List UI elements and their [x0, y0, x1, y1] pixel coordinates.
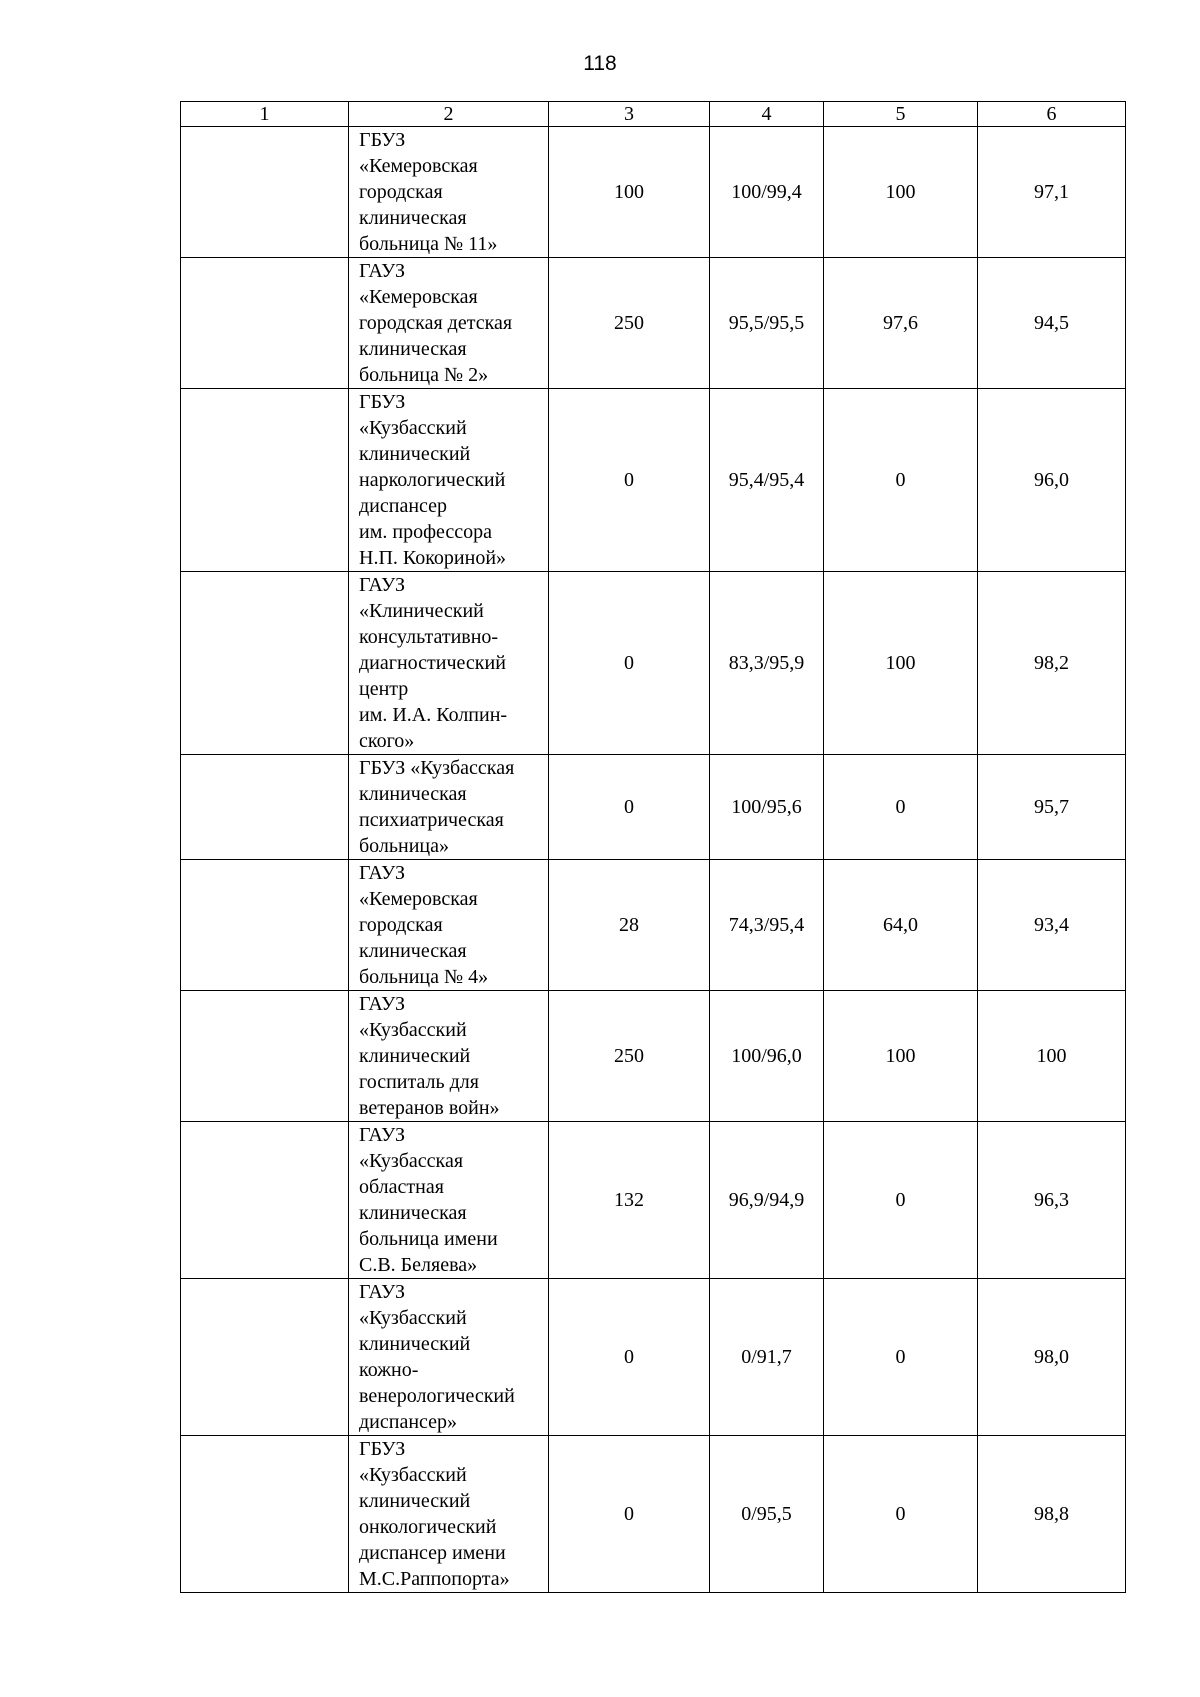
cell-col-5: 0 — [824, 389, 978, 572]
header-col-5: 5 — [824, 102, 978, 127]
table-row — [181, 755, 1126, 860]
cell-institution: ГАУЗ «Клинический консультативно- диагностический центр им. И.А. Колпин- ского» — [349, 572, 549, 755]
cell-col-5: 0 — [824, 1279, 978, 1436]
table-row — [181, 258, 1126, 389]
cell-institution: ГБУЗ «Кузбасский клинический онкологический диспансер имени М.С.Раппопорта» — [349, 1436, 549, 1593]
cell-col-5: 0 — [824, 755, 978, 860]
cell-col-1 — [181, 860, 349, 991]
cell-col-4: 96,9/94,9 — [710, 1122, 824, 1279]
cell-institution: ГАУЗ «Кемеровская городская детская клиническая больница № 2» — [349, 258, 549, 389]
cell-col-4: 95,4/95,4 — [710, 389, 824, 572]
cell-col-4: 0/95,5 — [710, 1436, 824, 1593]
cell-col-4: 83,3/95,9 — [710, 572, 824, 755]
cell-col-4: 100/95,6 — [710, 755, 824, 860]
cell-col-5: 97,6 — [824, 258, 978, 389]
table-row — [181, 991, 1126, 1122]
cell-col-1 — [181, 1436, 349, 1593]
cell-col-3: 100 — [549, 127, 710, 258]
cell-col-1 — [181, 1122, 349, 1279]
cell-institution: ГБУЗ «Кузбасский клинический наркологический диспансер им. профессора Н.П. Кокориной» — [349, 389, 549, 572]
cell-col-3: 250 — [549, 258, 710, 389]
cell-col-6: 95,7 — [978, 755, 1126, 860]
cell-col-1 — [181, 572, 349, 755]
table-row — [181, 860, 1126, 991]
cell-col-6: 98,8 — [978, 1436, 1126, 1593]
cell-col-3: 250 — [549, 991, 710, 1122]
cell-col-6: 96,0 — [978, 389, 1126, 572]
cell-col-3: 132 — [549, 1122, 710, 1279]
page-number: 118 — [583, 52, 617, 75]
table-row — [181, 1122, 1126, 1279]
cell-col-1 — [181, 258, 349, 389]
cell-col-5: 100 — [824, 572, 978, 755]
cell-col-5: 100 — [824, 127, 978, 258]
cell-col-6: 100 — [978, 991, 1126, 1122]
cell-col-6: 93,4 — [978, 860, 1126, 991]
cell-institution: ГБУЗ «Кузбасская клиническая психиатрическая больница» — [349, 755, 549, 860]
cell-col-3: 0 — [549, 389, 710, 572]
cell-institution: ГАУЗ «Кузбасская областная клиническая больница имени С.В. Беляева» — [349, 1122, 549, 1279]
cell-col-4: 95,5/95,5 — [710, 258, 824, 389]
cell-col-1 — [181, 389, 349, 572]
cell-col-4: 100/96,0 — [710, 991, 824, 1122]
table-row — [181, 127, 1126, 258]
table-row — [181, 1279, 1126, 1436]
cell-col-5: 64,0 — [824, 860, 978, 991]
cell-col-3: 0 — [549, 1279, 710, 1436]
cell-col-1 — [181, 755, 349, 860]
cell-col-6: 96,3 — [978, 1122, 1126, 1279]
cell-col-3: 0 — [549, 572, 710, 755]
cell-col-4: 74,3/95,4 — [710, 860, 824, 991]
cell-col-3: 0 — [549, 755, 710, 860]
cell-col-4: 0/91,7 — [710, 1279, 824, 1436]
table-row — [181, 389, 1126, 572]
cell-col-1 — [181, 1279, 349, 1436]
cell-col-3: 0 — [549, 1436, 710, 1593]
cell-institution: ГАУЗ «Кузбасский клинический кожно- венерологический диспансер» — [349, 1279, 549, 1436]
cell-col-5: 0 — [824, 1122, 978, 1279]
data-table — [180, 101, 1126, 1593]
header-col-3: 3 — [549, 102, 710, 127]
table-row — [181, 1436, 1126, 1593]
header-col-2: 2 — [349, 102, 549, 127]
cell-institution: ГАУЗ «Кемеровская городская клиническая больница № 4» — [349, 860, 549, 991]
table-row — [181, 572, 1126, 755]
cell-col-6: 98,0 — [978, 1279, 1126, 1436]
cell-col-1 — [181, 127, 349, 258]
cell-col-5: 100 — [824, 991, 978, 1122]
cell-col-6: 97,1 — [978, 127, 1126, 258]
cell-institution: ГБУЗ «Кемеровская городская клиническая больница № 11» — [349, 127, 549, 258]
cell-col-4: 100/99,4 — [710, 127, 824, 258]
cell-col-6: 98,2 — [978, 572, 1126, 755]
header-col-6: 6 — [978, 102, 1126, 127]
cell-col-6: 94,5 — [978, 258, 1126, 389]
cell-col-1 — [181, 991, 349, 1122]
cell-institution: ГАУЗ «Кузбасский клинический госпиталь для ветеранов войн» — [349, 991, 549, 1122]
cell-col-5: 0 — [824, 1436, 978, 1593]
header-col-4: 4 — [710, 102, 824, 127]
cell-col-3: 28 — [549, 860, 710, 991]
header-row — [181, 102, 1126, 127]
header-col-1: 1 — [181, 102, 349, 127]
